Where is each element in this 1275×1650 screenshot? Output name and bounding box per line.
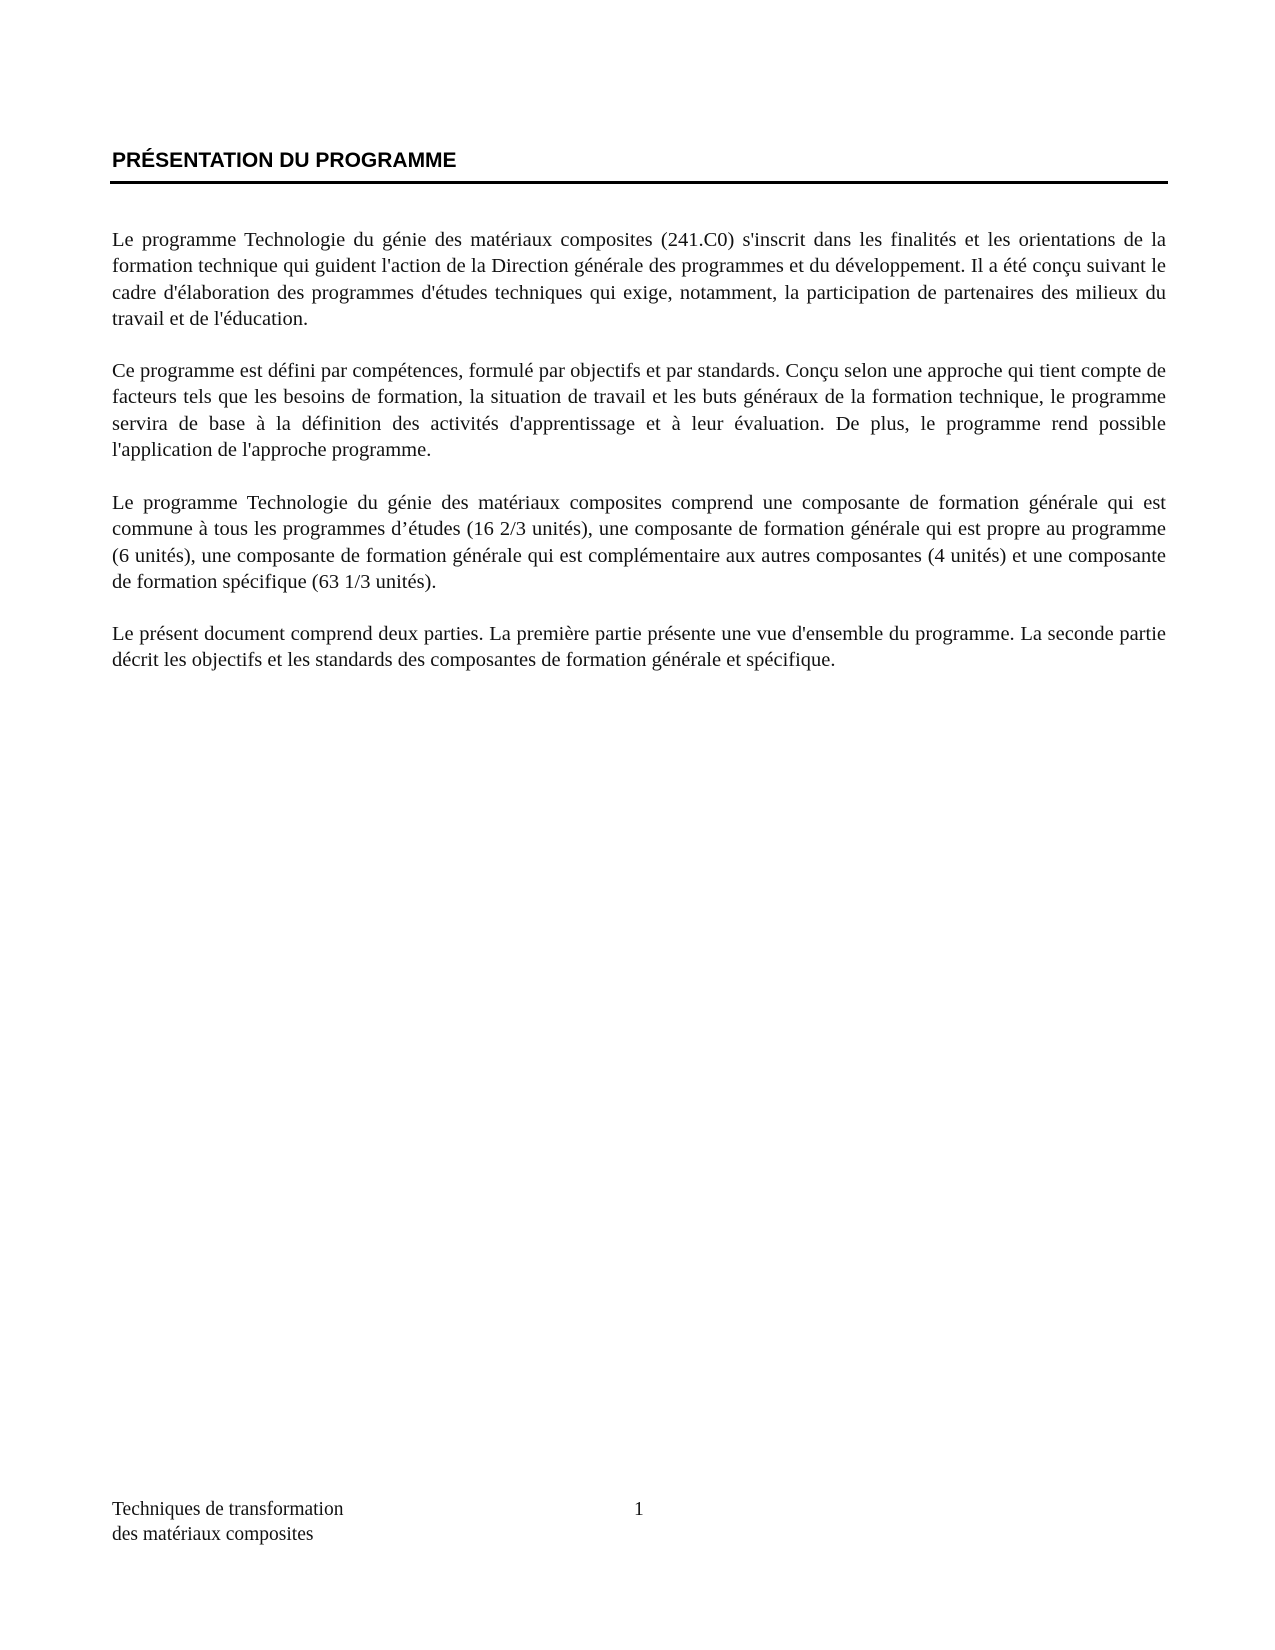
paragraph-1: Le programme Technologie du génie des matériaux composites (241.C0) s'inscrit dans les finalités et les orientations de la formation technique qui guident l'action de la Direction générale des programmes et du développement. Il a été conçu suivant le cadre d'élaboration des programmes d'études techniques qui exige, notamment, la participation de partenaires des milieux du travail et de l'éducation. (112, 229, 1166, 330)
footer-title-line-1: Techniques de transformation (112, 1499, 344, 1520)
paragraph-2: Ce programme est défini par compétences, formulé par objectifs et par standards. Conçu selon une approche qui tient compte de facteurs tels que les besoins de formation, la situation de travail et les buts généraux de la formation technique, le programme servira de base à la définition des activités d'apprentissage et à leur évaluation. De plus, le programme rend possible l'application de l'approche programme. (112, 360, 1166, 461)
paragraph-4: Le présent document comprend deux parties. La première partie présente une vue d'ensemble du programme. La seconde partie décrit les objectifs et les standards des composantes de formation générale et spécifique. (112, 623, 1166, 672)
paragraph-3: Le programme Technologie du génie des matériaux composites comprend une composante de formation générale qui est commune à tous les programmes d’études (16 2/3 unités), une composante de formation générale qui est propre au programme (6 unités), une composante de formation générale qui est complémentaire aux autres composantes (4 unités) et une composante de formation spécifique (63 1/3 unités). (112, 492, 1166, 593)
page-number: 1 (634, 1499, 644, 1520)
heading-underline (110, 181, 1168, 184)
section-heading: PRÉSENTATION DU PROGRAMME (112, 149, 457, 172)
footer-title-line-2: des matériaux composites (112, 1524, 314, 1545)
footer-document-title (112, 1497, 343, 1547)
